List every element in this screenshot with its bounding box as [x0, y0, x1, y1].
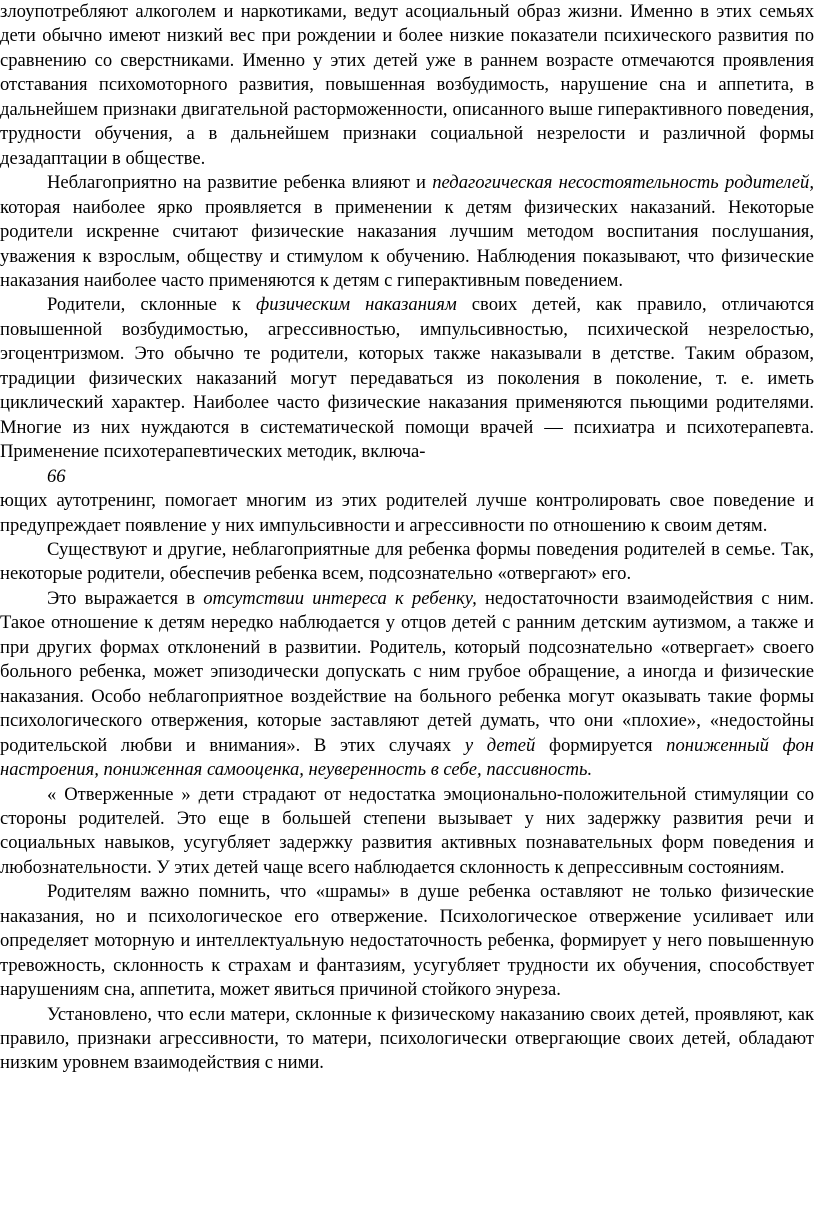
paragraph-6-text-b: недостаточности взаимодействия с ним. Такое отношение к детям нередко наблюдается у отцов детей с ранним детским аутизмом, а также и при других формах отклонений в развитии. Родитель, который подсознательно «отвергает» своего больного ребенка, может эпизодически допускать с ним грубое обращение, а иногда и физические наказания. Особо неблагоприятное воздействие на больного ребенка могут оказывать такие формы психологического отвержения, которые заставляют детей думать, что они «плохие», «недостойны родительской любви и внимания». В этих случаях	[0, 587, 814, 756]
paragraph-5: Существуют и другие, неблагоприятные для ребенка формы поведения родителей в семье. Так, некоторые родители, обеспечив ребенка всем, подсознательно «отвергают» его.	[0, 538, 814, 585]
paragraph-6-emphasis-2: у детей	[464, 734, 536, 756]
paragraph-3	[0, 293, 814, 464]
paragraph-6-text-c: формируется	[535, 734, 667, 756]
paragraph-8: Родителям важно помнить, что «шрамы» в душе ребенка оставляют не только физические наказания, но и психологическое его отвержение. Психологическое отвержение усиливает или определяет моторную и интеллектуальную недостаточность ребенка, формирует у него повышенную тревожность, склонность к страхам и фантазиям, усугубляет трудности их обучения, способствует нарушениям сна, аппетита, может явиться причиной стойкого энуреза.	[0, 881, 814, 1001]
paragraph-2-text-b: которая наиболее ярко проявляется в применении к детям физических наказаний. Некоторые родители искренне считают физические наказания лучшим методом воспитания послушания, уважения к взрослым, обществу и стимулом к обучению. Наблюдения показывают, что физические наказания наиболее часто применяются к детям с гиперактивным поведением.	[0, 196, 814, 291]
paragraph-2-emphasis: педагогическая несостоятельность родителей,	[432, 172, 814, 194]
paragraph-6-emphasis-3: пониженный фон настроения, пониженная самооценка, неуверенность в себе, пассивность.	[0, 734, 815, 781]
paragraph-2-text-a: Неблагоприятно на развитие ребенка влияют и	[47, 172, 433, 194]
paragraph-7: « Отверженные » дети страдают от недостатка эмоционально-положительной стимуляции со стороны родителей. Это еще в большей степени вызывает у них задержку развития речи и социальных навыков, усугубляет задержку развития активных познавательных форм поведения и любознательности. У этих детей чаще всего наблюдается склонность к депрессивным состояниям.	[0, 783, 814, 878]
page-number: 66	[47, 465, 66, 487]
paragraph-3-text-b: своих детей, как правило, отличаются повышенной возбудимостью, агрессивностью, импульсивностью, психической незрелостью, эгоцентризмом. Это обычно те родители, которых также наказывали в детстве. Таким образом, традиции физических наказаний могут передаваться из поколения в поколение, т. е. иметь циклический характер. Наиболее часто физические наказания применяются пьющими родителями. Многие из них нуждаются в систематической помощи врачей — психиатра и психотерапевта. Применение психотерапевтических методик, включа-	[0, 294, 814, 463]
paragraph-1: злоупотребляют алкоголем и наркотиками, ведут асоциальный образ жизни. Именно в этих семьях дети обычно имеют низкий вес при рождении и более низкие показатели психического развития по сравнению со сверстниками. Именно у этих детей уже в раннем возрасте отмечаются проявления отставания психомоторного развития, повышенная возбудимость, нарушение сна и аппетита, в дальнейшем признаки двигательной расторможенности, описанного выше гиперактивного поведения, трудности обучения, а в дальнейшем признаки социальной незрелости и различной формы дезадаптации в обществе.	[0, 1, 814, 169]
paragraph-2	[0, 171, 814, 293]
paragraph-6-text-a: Это выражается в	[47, 587, 204, 609]
paragraph-9: Установлено, что если матери, склонные к физическому наказанию своих детей, проявляют, как правило, признаки агрессивности, то матери, психологически отвергающие своих детей, обладают низким уровнем взаимодействия с ними.	[0, 1003, 814, 1074]
paragraph-6	[0, 587, 814, 783]
paragraph-4: ющих аутотренинг, помогает многим из этих родителей лучше контролировать свое поведение и предупреждает появление у них импульсивности и агрессивности по отношению к своим детям.	[0, 490, 814, 536]
paragraph-3-text-a: Родители, склонные к	[47, 294, 257, 316]
paragraph-6-emphasis-1: отсутствии интереса к ребенку,	[203, 587, 477, 609]
paragraph-3-emphasis: физическим наказаниям	[256, 294, 457, 316]
